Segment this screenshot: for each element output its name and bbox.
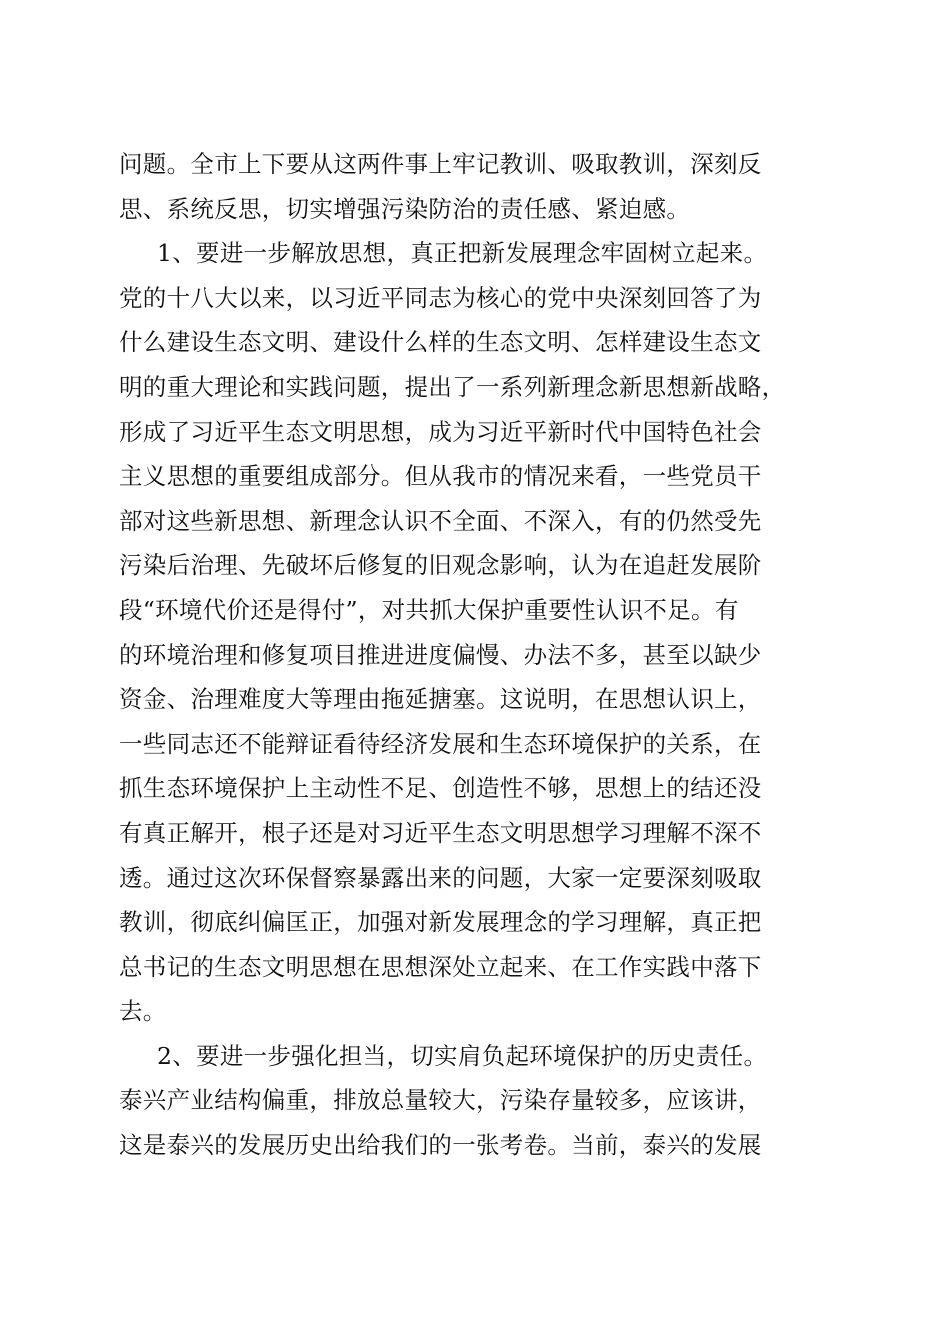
text-line: 明的重大理论和实践问题，提出了一系列新理念新思想新战略，	[119, 372, 786, 401]
section-heading-2: 2、要进一步强化担当，切实肩负起环境保护的历史责任。	[157, 1041, 768, 1070]
text-line: 问题。全市上下要从这两件事上牢记教训、吸取教训，深刻反	[119, 150, 762, 178]
text-line: 这是泰兴的发展历史出给我们的一张考卷。当前，泰兴的发展	[119, 1131, 762, 1160]
body-text	[119, 142, 839, 1168]
text-line: 段“环境代价还是得付”，对共抓大保护重要性认识不足。有	[119, 595, 739, 624]
text-line: 污染后治理、先破坏后修复的旧观念影响，认为在追赶发展阶	[119, 551, 762, 580]
text-line: 去。	[119, 997, 167, 1026]
text-line: 什么建设生态文明、建设什么样的生态文明、怎样建设生态文	[119, 328, 762, 357]
text-line: 部对这些新思想、新理念认识不全面、不深入，有的仍然受先	[119, 506, 762, 535]
text-line: 党的十八大以来，以习近平同志为核心的党中央深刻回答了为	[119, 283, 762, 312]
text-line: 主义思想的重要组成部分。但从我市的情况来看，一些党员干	[119, 462, 762, 491]
text-line: 资金、治理难度大等理由拖延搪塞。这说明，在思想认识上，	[119, 685, 762, 714]
text-line: 形成了习近平生态文明思想，成为习近平新时代中国特色社会	[119, 417, 762, 446]
text-line: 思、系统反思，切实增强污染防治的责任感、紧迫感。	[119, 194, 691, 223]
text-line: 透。通过这次环保督察暴露出来的问题，大家一定要深刻吸取	[119, 863, 762, 892]
text-line: 的环境治理和修复项目推进进度偏慢、办法不多，甚至以缺少	[119, 640, 762, 669]
text-line: 总书记的生态文明思想在思想深处立起来、在工作实践中落下	[119, 952, 762, 981]
section-heading-1: 1、要进一步解放思想，真正把新发展理念牢固树立起来。	[157, 239, 768, 268]
text-line: 有真正解开，根子还是对习近平生态文明思想学习理解不深不	[119, 818, 762, 847]
text-line: 抓生态环境保护上主动性不足、创造性不够，思想上的结还没	[119, 774, 762, 803]
text-line: 教训，彻底纠偏匡正，加强对新发展理念的学习理解，真正把	[119, 908, 762, 937]
text-line: 泰兴产业结构偏重，排放总量较大，污染存量较多，应该讲，	[119, 1086, 762, 1115]
text-line: 一些同志还不能辩证看待经济发展和生态环境保护的关系，在	[119, 729, 762, 758]
